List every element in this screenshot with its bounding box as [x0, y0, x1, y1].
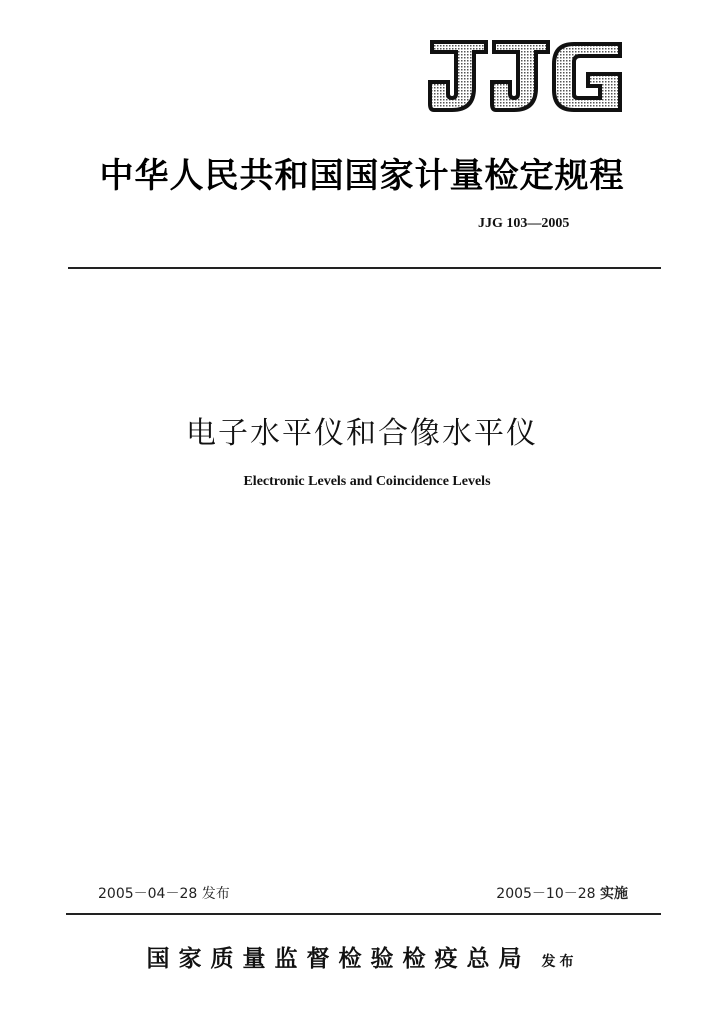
document-title-cn: 电子水平仪和合像水平仪 — [186, 416, 538, 451]
header-divider — [68, 267, 661, 269]
document-code: JJG 103—2005 — [478, 216, 570, 231]
issue-date-value: 2005－04－28 — [98, 886, 198, 902]
effective-date-label: 实施 — [600, 886, 628, 902]
standard-series-title: 中华人民共和国国家计量检定规程 — [99, 156, 625, 196]
footer-divider — [66, 913, 661, 915]
document-title-en: Electronic Levels and Coincidence Levels — [243, 474, 491, 489]
jjg-logo-graphic — [428, 36, 624, 116]
publisher-line — [0, 940, 724, 973]
issue-date-label: 发布 — [201, 886, 230, 902]
effective-date-value: 2005－10－28 — [496, 886, 596, 902]
jjg-logo-icon — [428, 36, 624, 116]
publisher-name: 国家质量监督检验检疫总局 — [146, 945, 531, 972]
issue-date — [98, 883, 230, 903]
effective-date — [496, 883, 628, 903]
publisher-label: 发布 — [541, 954, 578, 970]
